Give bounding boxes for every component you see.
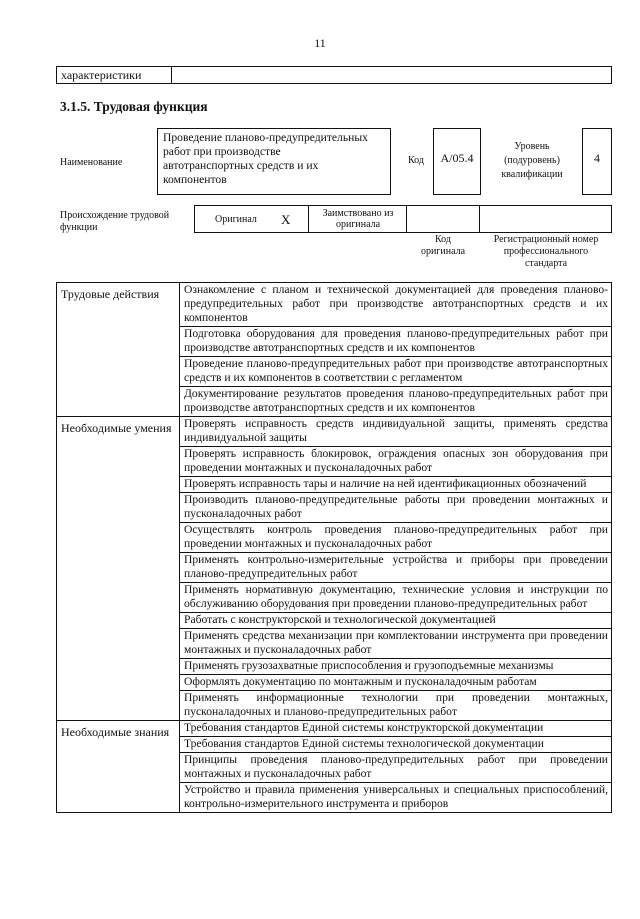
borrowed-label-line: оригинала: [335, 219, 381, 230]
section-title: 3.1.5. Трудовая функция: [60, 99, 208, 114]
registration-number-caption-line: Регистрационный номер: [493, 234, 599, 245]
labor-actions-title: Трудовые действия: [57, 283, 180, 417]
original-code-caption: [406, 234, 480, 258]
required-knowledge-row: [57, 721, 612, 737]
original-label: Оригинал: [215, 214, 257, 225]
previous-table-row: [56, 66, 612, 84]
function-name-line: автотранспортных средств и их: [163, 159, 319, 172]
origin-label-line: функции: [60, 222, 98, 233]
required-knowledge-title: Необходимые знания: [57, 721, 180, 813]
labor-actions-item: Подготовка оборудования для проведения планово-предупредительных работ при производстве автотранспортных средств и их компонентов: [180, 327, 612, 357]
required-knowledge-item: Устройство и правила применения универсальных и специальных приспособлений, контрольно-измерительного инструмента и приборов: [180, 783, 612, 813]
required-skills-title: Необходимые умения: [57, 417, 180, 721]
labor-actions-item: Проведение планово-предупредительных работ при производстве автотранспортных средств и их компонентов в соответствии с регламентом: [180, 357, 612, 387]
origin-divider: [406, 206, 407, 232]
registration-number-caption: [480, 234, 612, 270]
previous-table-divider: [171, 67, 172, 83]
original-mark: X: [281, 212, 291, 227]
page-number: 11: [314, 36, 326, 50]
required-skills-item: Применять нормативную документацию, технические условия и инструкции по обслуживанию оборудования при проведении планово-предупредительных работ: [180, 583, 612, 613]
qualification-level-label-line: (подуровень): [504, 155, 560, 166]
required-knowledge-item: Требования стандартов Единой системы конструкторской документации: [180, 721, 612, 737]
original-code-caption-line: оригинала: [420, 246, 466, 257]
function-name-box: [157, 128, 391, 195]
qualification-level-value: 4: [594, 151, 600, 165]
registration-number-caption-line: стандарта: [524, 258, 568, 269]
labor-function-table: [56, 282, 612, 813]
borrowed-label: [312, 208, 404, 230]
required-skills-item: Применять грузозахватные приспособления и грузоподъемные механизмы: [180, 659, 612, 675]
code-value: A/05.4: [440, 151, 474, 165]
labor-actions-item: Документирование результатов проведения планово-предупредительных работ при производстве автотранспортных средств и их компонентов: [180, 387, 612, 417]
labor-actions-row: [57, 283, 612, 327]
required-skills-item: Осуществлять контроль проведения планово-предупредительных работ при проведении монтажных и пусконаладочных работ: [180, 523, 612, 553]
required-skills-item: Проверять исправность средств индивидуальной защиты, применять средства индивидуальной защиты: [180, 417, 612, 447]
required-skills-item: Проверять исправность блокировок, ограждения опасных зон оборудования при проведении монтажных и пусконаладочных работ: [180, 447, 612, 477]
function-name-line: работ при производстве: [163, 145, 281, 158]
qualification-level-box: [582, 128, 612, 195]
original-code-caption-line: Код: [435, 234, 451, 245]
code-value-box: [433, 128, 481, 195]
code-label: Код: [408, 155, 424, 166]
previous-table-cell-label: характеристики: [61, 68, 142, 82]
origin-divider: [308, 206, 309, 232]
required-skills-item: Оформлять документацию по монтажным и пусконаладочным работам: [180, 675, 612, 691]
required-knowledge-item: Принципы проведения планово-предупредительных работ при проведении монтажных и пусконаладочных работ: [180, 753, 612, 783]
function-name-line: Проведение планово-предупредительных: [163, 131, 368, 144]
function-name-line: компонентов: [163, 173, 227, 186]
qualification-level-label-line: квалификации: [501, 169, 563, 180]
labor-actions-item: Ознакомление с планом и технической документацией для проведения планово-предупредительных работ при производстве автотранспортных средств и их компонентов: [180, 283, 612, 327]
name-label: Наименование: [60, 157, 123, 168]
origin-table: [194, 205, 612, 233]
required-skills-row: [57, 417, 612, 447]
required-skills-item: Производить планово-предупредительные работы при проведении монтажных и пусконаладочных работ: [180, 493, 612, 523]
origin-label-line: Происхождение трудовой: [60, 210, 170, 221]
qualification-level-label-line: Уровень: [514, 141, 550, 152]
required-skills-item: Применять контрольно-измерительные устройства и приборы при проведении планово-предупредительных работ: [180, 553, 612, 583]
required-skills-item: Применять средства механизации при комплектовании инструмента при проведении монтажных и пусконаладочных работ: [180, 629, 612, 659]
required-skills-item: Применять информационные технологии при проведении монтажных, пусконаладочных и планово-предупредительных работ: [180, 691, 612, 721]
origin-divider: [479, 206, 480, 232]
registration-number-caption-line: профессионального: [503, 246, 589, 257]
borrowed-label-line: Заимствовано из: [322, 208, 394, 219]
origin-label: [60, 210, 169, 234]
required-skills-item: Проверять исправность тары и наличие на ней идентификационных обозначений: [180, 477, 612, 493]
required-knowledge-item: Требования стандартов Единой системы технологической документации: [180, 737, 612, 753]
required-skills-item: Работать с конструкторской и технологической документацией: [180, 613, 612, 629]
qualification-level-label: [484, 140, 580, 182]
